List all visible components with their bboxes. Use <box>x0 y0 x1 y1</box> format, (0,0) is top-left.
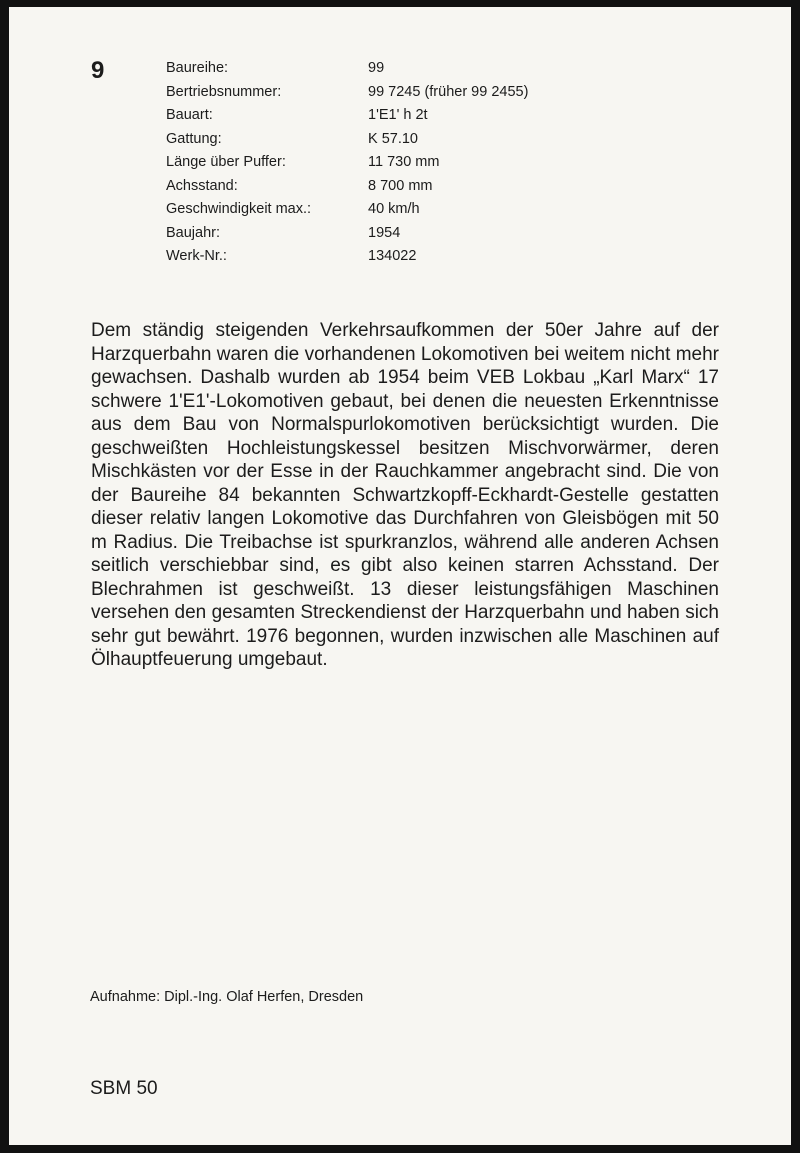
spec-label: Werk-Nr.: <box>166 248 227 264</box>
spec-row <box>166 81 528 105</box>
spec-label: Baujahr: <box>166 224 221 241</box>
spec-label: Gattung: <box>166 130 222 147</box>
spec-row <box>166 128 528 152</box>
spec-row <box>166 104 528 128</box>
spec-value: 1'E1' h 2t <box>368 107 428 123</box>
spec-label: Bertriebsnummer: <box>166 83 282 100</box>
spec-row <box>166 57 528 81</box>
series-code: SBM 50 <box>90 1078 158 1099</box>
specs-table <box>166 57 528 269</box>
spec-row <box>166 245 528 269</box>
description-text: Dem ständig steigenden Verkehrsaufkommen der 50er Jahre auf der Harzquerbahn waren die vorhandenen Lokomotiven bei weitem nicht mehr gewachsen. Dashalb wurden ab 1954 beim VEB Lokbau „Karl Marx“ 17 schwere 1'E1'-Lokomotiven gebaut, bei denen die neuesten Erkenntnisse aus dem Bau von Normalspurlokomotiven berücksichtigt wurden. Die geschweißten Hochleistungskessel besitzen Mischvorwärmer, deren Mischkästen vor der Esse in der Rauchkammer angebracht sind. Die von der Baureihe 84 bekannten Schwartzkopff-Eckhardt-Gestelle gestatten dieser relativ langen Lokomotive das Durchfahren von Gleisbögen mit 50 m Radius. Die Treibachse ist spurkranzlos, während alle anderen Achsen seitlich verschiebbar sind, es gibt also keinen starren Achsstand. Der Blechrahmen ist geschweißt. 13 dieser leistungsfähigen Maschinen versehen den gesamten Streckendienst der Harzquerbahn und haben sich sehr gut bewährt. 1976 begonnen, wurden inzwischen alle Maschinen auf Ölhauptfeuerung umgebaut. <box>91 320 719 670</box>
photo-credit: Aufnahme: Dipl.-Ing. Olaf Herfen, Dresden <box>90 989 364 1005</box>
spec-value: 40 km/h <box>368 201 420 217</box>
spec-label: Bauart: <box>166 107 213 123</box>
spec-row <box>166 151 528 175</box>
spec-value: 134022 <box>368 248 417 264</box>
spec-value: 1954 <box>368 224 401 241</box>
spec-label: Geschwindigkeit max.: <box>166 201 312 217</box>
spec-value: 99 7245 (früher 99 2455) <box>368 83 529 100</box>
spec-label: Länge über Puffer: <box>166 154 286 170</box>
postcard-back <box>9 7 791 1145</box>
spec-value: 8 700 mm <box>368 177 433 194</box>
spec-value: 11 730 mm <box>368 154 440 170</box>
spec-value: K 57.10 <box>368 130 418 147</box>
spec-value: 99 <box>368 60 385 76</box>
spec-row <box>166 175 528 199</box>
card-number: 9 <box>91 57 105 84</box>
spec-label: Achsstand: <box>166 177 238 194</box>
spec-row <box>166 222 528 246</box>
spec-row <box>166 198 528 222</box>
spec-label: Baureihe: <box>166 60 229 76</box>
